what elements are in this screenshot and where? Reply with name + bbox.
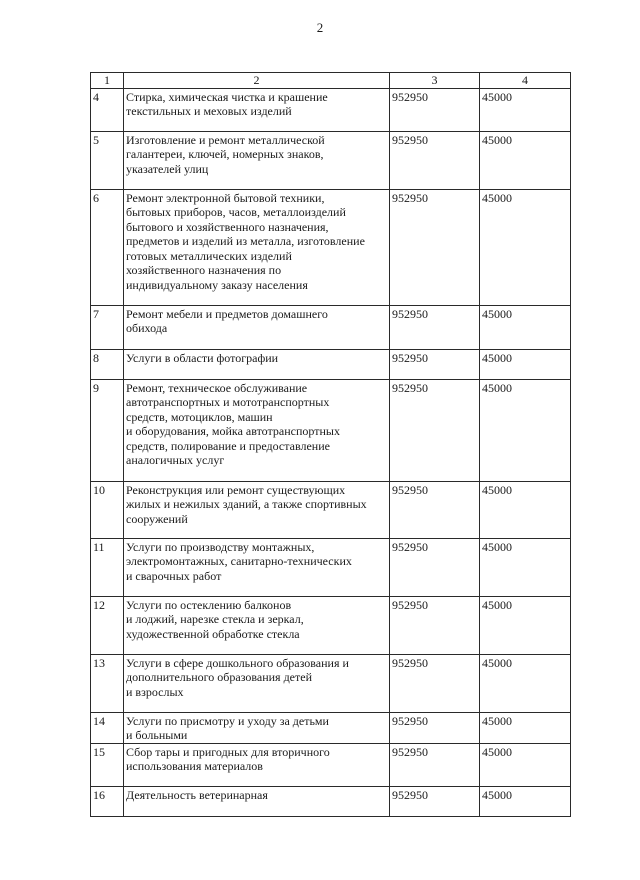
row-value: 45000 (480, 538, 571, 596)
table-row (91, 88, 571, 131)
row-description: Ремонт мебели и предметов домашнего обихода (124, 305, 390, 349)
column-header: 4 (480, 73, 571, 89)
row-description: Стирка, химическая чистка и крашение текстильных и меховых изделий (124, 88, 390, 131)
row-number: 5 (91, 131, 124, 189)
row-number: 16 (91, 786, 124, 816)
row-number: 6 (91, 189, 124, 305)
row-description: Ремонт, техническое обслуживание автотранспортных и мототранспортных средств, мотоциклов, машин и оборудования, мойка автотранспортных средств, полирование и предоставление аналогичных услуг (124, 379, 390, 481)
row-description: Услуги в сфере дошкольного образования и дополнительного образования детей и взрослых (124, 654, 390, 712)
row-number: 14 (91, 712, 124, 743)
row-value: 45000 (480, 349, 571, 379)
row-code: 952950 (390, 481, 480, 538)
row-code: 952950 (390, 131, 480, 189)
row-value: 45000 (480, 481, 571, 538)
row-number: 4 (91, 88, 124, 131)
row-code: 952950 (390, 743, 480, 786)
row-code: 952950 (390, 305, 480, 349)
column-header: 1 (91, 73, 124, 89)
row-description: Сбор тары и пригодных для вторичного использования материалов (124, 743, 390, 786)
row-description: Услуги в области фотографии (124, 349, 390, 379)
table-row (91, 743, 571, 786)
table-row (91, 131, 571, 189)
table-row (91, 349, 571, 379)
row-number: 7 (91, 305, 124, 349)
table-row (91, 481, 571, 538)
services-table (90, 72, 571, 817)
table-row (91, 654, 571, 712)
row-value: 45000 (480, 189, 571, 305)
row-value: 45000 (480, 654, 571, 712)
row-description: Деятельность ветеринарная (124, 786, 390, 816)
row-description: Ремонт электронной бытовой техники, бытовых приборов, часов, металлоизделий бытового и хозяйственного назначения, предметов и изделий из металла, изготовление готовых металлических изделий хозяйственного назначения по индивидуальному заказу населения (124, 189, 390, 305)
row-value: 45000 (480, 305, 571, 349)
row-code: 952950 (390, 786, 480, 816)
row-code: 952950 (390, 349, 480, 379)
row-description: Услуги по присмотру и уходу за детьми и больными (124, 712, 390, 743)
row-value: 45000 (480, 88, 571, 131)
row-description: Изготовление и ремонт металлической галантереи, ключей, номерных знаков, указателей улиц (124, 131, 390, 189)
row-code: 952950 (390, 538, 480, 596)
row-value: 45000 (480, 131, 571, 189)
row-description: Реконструкция или ремонт существующих жилых и нежилых зданий, а также спортивных сооружений (124, 481, 390, 538)
table-row (91, 712, 571, 743)
table-row (91, 189, 571, 305)
row-number: 12 (91, 596, 124, 654)
row-description: Услуги по производству монтажных, электромонтажных, санитарно-технических и сварочных работ (124, 538, 390, 596)
row-value: 45000 (480, 379, 571, 481)
page-number: 2 (316, 20, 324, 35)
row-code: 952950 (390, 88, 480, 131)
row-value: 45000 (480, 786, 571, 816)
row-code: 952950 (390, 189, 480, 305)
table-row (91, 379, 571, 481)
table-row (91, 305, 571, 349)
table-header-row (91, 73, 571, 89)
column-header: 3 (390, 73, 480, 89)
row-code: 952950 (390, 712, 480, 743)
row-number: 8 (91, 349, 124, 379)
table-row (91, 596, 571, 654)
row-number: 10 (91, 481, 124, 538)
row-value: 45000 (480, 596, 571, 654)
table-row (91, 538, 571, 596)
row-description: Услуги по остеклению балконов и лоджий, нарезке стекла и зеркал, художественной обработке стекла (124, 596, 390, 654)
row-number: 11 (91, 538, 124, 596)
row-number: 13 (91, 654, 124, 712)
row-code: 952950 (390, 596, 480, 654)
row-code: 952950 (390, 379, 480, 481)
column-header: 2 (124, 73, 390, 89)
row-number: 9 (91, 379, 124, 481)
table-row (91, 786, 571, 816)
row-value: 45000 (480, 712, 571, 743)
row-number: 15 (91, 743, 124, 786)
row-value: 45000 (480, 743, 571, 786)
row-code: 952950 (390, 654, 480, 712)
